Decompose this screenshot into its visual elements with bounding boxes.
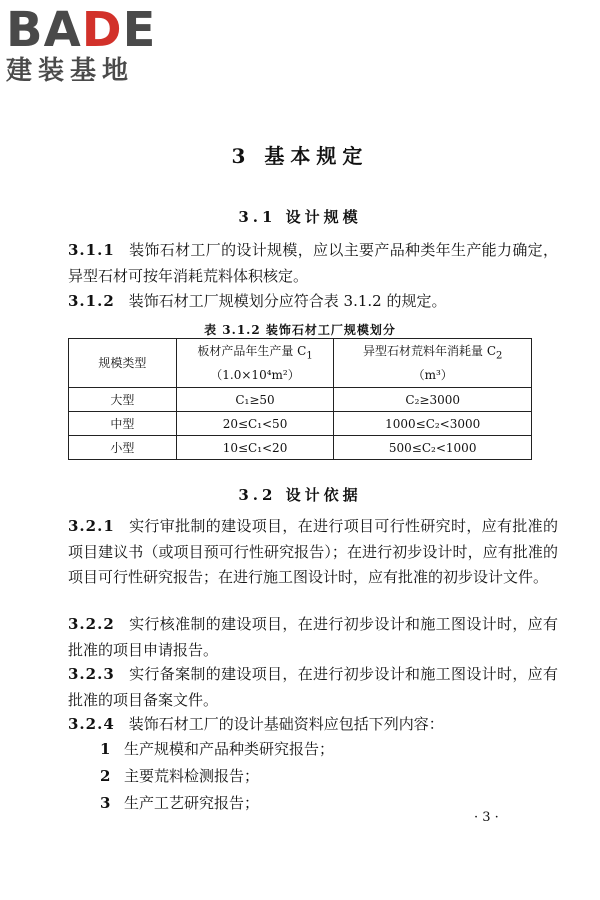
list-item: 1 生产规模和产品种类研究报告； <box>100 740 335 758</box>
header-panel-output: 板材产品年生产量 $C_1$ （1.0×10⁴m²） <box>176 339 334 388</box>
logo <box>6 2 186 86</box>
table-row <box>69 412 532 436</box>
header-block-consumption: 异型石材荒料年消耗量 $C_2$ （m³） <box>334 339 532 388</box>
table-cell: C₁≥50 <box>176 388 334 412</box>
list-item: 2 主要荒料检测报告； <box>100 767 260 785</box>
table-cell: 20≤C₁<50 <box>176 412 334 436</box>
table-cell: C₂≥3000 <box>334 388 532 412</box>
section-title-3-1: 3.1 设计规模 <box>238 208 362 226</box>
table-caption: 表 3.1.2 装饰石材工厂规模划分 <box>204 323 396 337</box>
clause-3-2-3: 3.2.3 实行备案制的建设项目，在进行初步设计和施工图设计时，应有批准的项目备案文件。 <box>68 665 558 709</box>
page-number: · 3 · <box>474 810 499 825</box>
table-cell: 500≤C₂<1000 <box>334 436 532 460</box>
clause-3-1-2: 3.1.2 装饰石材工厂规模划分应符合表 3.1.2 的规定。 <box>68 292 447 310</box>
basis-list <box>100 736 334 817</box>
table-cell: 1000≤C₂<3000 <box>334 412 532 436</box>
clause-3-1-1: 3.1.1 装饰石材工厂的设计规模，应以主要产品种类年生产能力确定，异型石材可按年消耗荒料体积核定。 <box>68 241 558 285</box>
chapter-title: 3 基本规定 <box>231 144 369 168</box>
clause-3-2-1: 3.2.1 实行审批制的建设项目，在进行项目可行性研究时，应有批准的项目建议书（或项目预可行性研究报告）；在进行初步设计时，应有批准的项目可行性研究报告；在进行施工图设计时，应有批准的初步设计文件。 <box>68 517 558 586</box>
logo-wordmark: BADE <box>6 2 157 58</box>
table-row <box>69 436 532 460</box>
logo-tagline: 建装基地 <box>6 56 135 86</box>
clause-3-2-2: 3.2.2 实行核准制的建设项目，在进行初步设计和施工图设计时，应有批准的项目申请报告。 <box>68 615 558 659</box>
table-cell: 10≤C₁<20 <box>176 436 334 460</box>
table-cell: 大型 <box>69 388 177 412</box>
section-title-3-2: 3.2 设计依据 <box>238 486 362 504</box>
table-row <box>69 388 532 412</box>
table-header-row <box>69 339 532 388</box>
clause-3-2-4: 3.2.4 装饰石材工厂的设计基础资料应包括下列内容： <box>68 715 444 733</box>
header-scale-type: 规模类型 <box>69 339 177 388</box>
list-item: 3 生产工艺研究报告； <box>100 794 260 812</box>
table-cell: 小型 <box>69 436 177 460</box>
table-cell: 中型 <box>69 412 177 436</box>
scale-table <box>68 338 532 460</box>
